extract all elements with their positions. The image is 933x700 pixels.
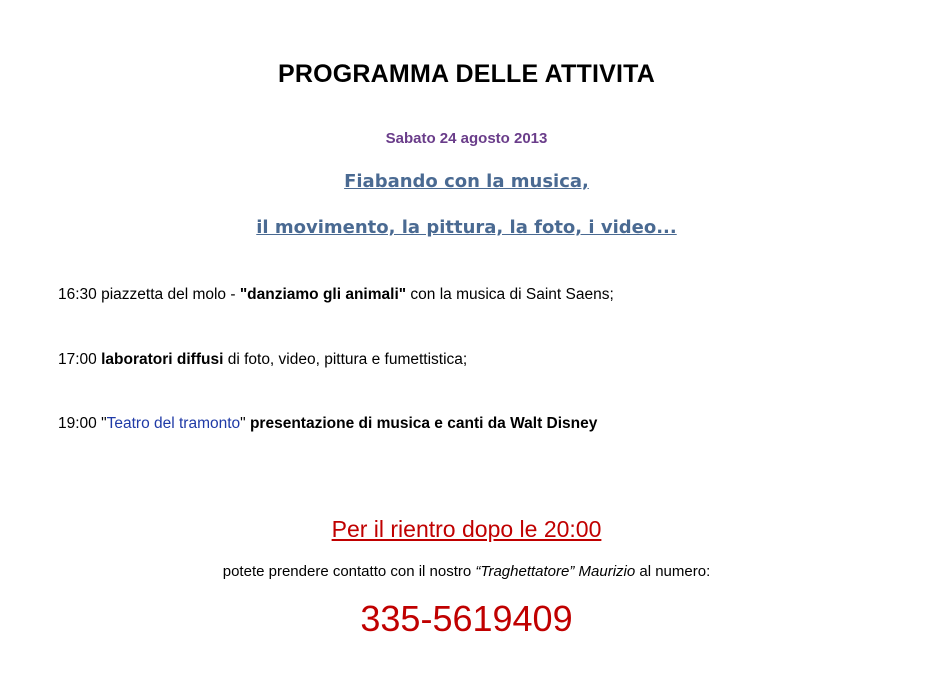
contact-text: al numero:	[635, 563, 711, 580]
return-heading: Per il rientro dopo le 20:00	[331, 516, 602, 542]
entry-time: 17:00	[58, 351, 97, 368]
subtitle-line-1: Fiabando con la musica,	[344, 171, 589, 192]
entry-text: "	[96, 415, 107, 432]
schedule-entry-1900	[58, 415, 597, 433]
entry-time: 16:30	[58, 286, 97, 303]
page-title: PROGRAMMA DELLE ATTIVITA	[278, 60, 655, 88]
entry-text: con la musica di Saint Saens;	[406, 286, 614, 303]
contact-instructions	[0, 563, 933, 580]
entry-text: piazzetta del molo -	[96, 286, 240, 303]
contact-role: “Traghettatore” Maurizio	[475, 563, 636, 580]
entry-time: 19:00	[58, 415, 97, 432]
entry-text: di foto, video, pittura e fumettistica;	[223, 351, 468, 368]
entry-highlight: laboratori diffusi	[101, 351, 224, 368]
entry-venue: Teatro del tramonto	[106, 415, 241, 432]
event-date: Sabato 24 agosto 2013	[385, 130, 548, 147]
entry-highlight: presentazione di musica e canti da Walt Disney	[249, 415, 598, 432]
entry-highlight: "danziamo gli animali"	[239, 286, 407, 303]
subtitle-line-2: il movimento, la pittura, la foto, i video...	[256, 217, 677, 238]
phone-number: 335-5619409	[360, 598, 573, 639]
schedule-entry-1700	[58, 351, 467, 369]
contact-text: potete prendere contatto con il nostro	[222, 563, 476, 580]
entry-text: "	[240, 415, 250, 432]
schedule-entry-1630	[58, 286, 614, 304]
